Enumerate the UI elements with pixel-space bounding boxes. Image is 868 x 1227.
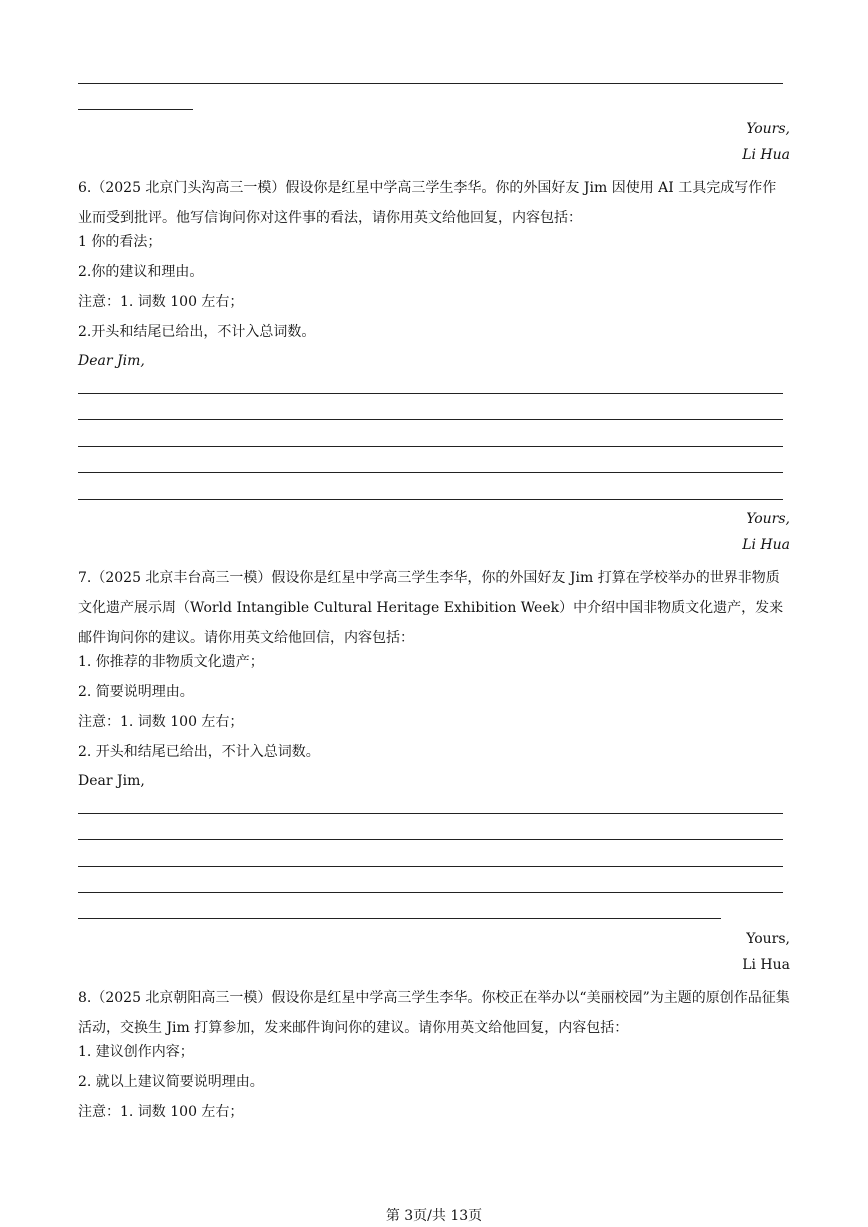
answer-line: [78, 892, 783, 893]
q7-item-2: 2. 简要说明理由。: [78, 684, 194, 700]
answer-line: [78, 109, 193, 110]
signoff-yours: Yours,: [746, 121, 790, 137]
signoff-name: Li Hua: [742, 957, 790, 973]
q6-greeting: Dear Jim,: [78, 353, 145, 369]
signoff-name: Li Hua: [742, 147, 790, 163]
page-number: 第 3页/共 13页: [385, 1208, 483, 1224]
q6-item-1: 1 你的看法；: [78, 234, 162, 250]
q7-note-2: 2. 开头和结尾已给出，不计入总词数。: [78, 744, 320, 760]
q6-prompt: 6.（2025 北京门头沟高三一模）假设你是红星中学高三学生李华。你的外国好友 Jim 因使用 AI 工具完成写作作业而受到批评。他写信询问你对这件事的看法，请你用英文给他回复，内容包括：: [78, 180, 777, 226]
q8-item-2: 2. 就以上建议简要说明理由。: [78, 1074, 264, 1090]
answer-line: [78, 866, 783, 867]
answer-line: [78, 83, 783, 84]
answer-line: [78, 393, 783, 394]
q7-greeting: Dear Jim,: [78, 773, 145, 789]
answer-line: [78, 472, 783, 473]
answer-line: [78, 499, 783, 500]
q8-note-1: 注意：1. 词数 100 左右；: [78, 1104, 244, 1120]
signoff-yours: Yours,: [746, 931, 790, 947]
q7-prompt: 7.（2025 北京丰台高三一模）假设你是红星中学高三学生李华，你的外国好友 Jim 打算在学校举办的世界非物质文化遗产展示周（World Intangible Cultural Heritage Exhibition Week）中介绍中国非物质文化遗产，发来邮件询问你的建议。请你用英文给他回信，内容包括：: [78, 570, 784, 646]
q7-item-1: 1. 你推荐的非物质文化遗产；: [78, 654, 264, 670]
answer-line: [78, 419, 783, 420]
q6-item-2: 2.你的建议和理由。: [78, 264, 204, 280]
q6-note-2: 2.开头和结尾已给出，不计入总词数。: [78, 324, 316, 340]
answer-line: [78, 446, 783, 447]
q7-note-1: 注意：1. 词数 100 左右；: [78, 714, 244, 730]
signoff-yours: Yours,: [746, 511, 790, 527]
answer-line: [78, 813, 783, 814]
q8-prompt: 8.（2025 北京朝阳高三一模）假设你是红星中学高三学生李华。你校正在举办以“美丽校园”为主题的原创作品征集活动，交换生 Jim 打算参加，发来邮件询问你的建议。请你用英文给他回复，内容包括：: [78, 990, 790, 1036]
answer-line: [78, 839, 783, 840]
q8-item-1: 1. 建议创作内容；: [78, 1044, 194, 1060]
signoff-name: Li Hua: [742, 537, 790, 553]
answer-line: [78, 918, 721, 919]
q6-note-1: 注意：1. 词数 100 左右；: [78, 294, 244, 310]
